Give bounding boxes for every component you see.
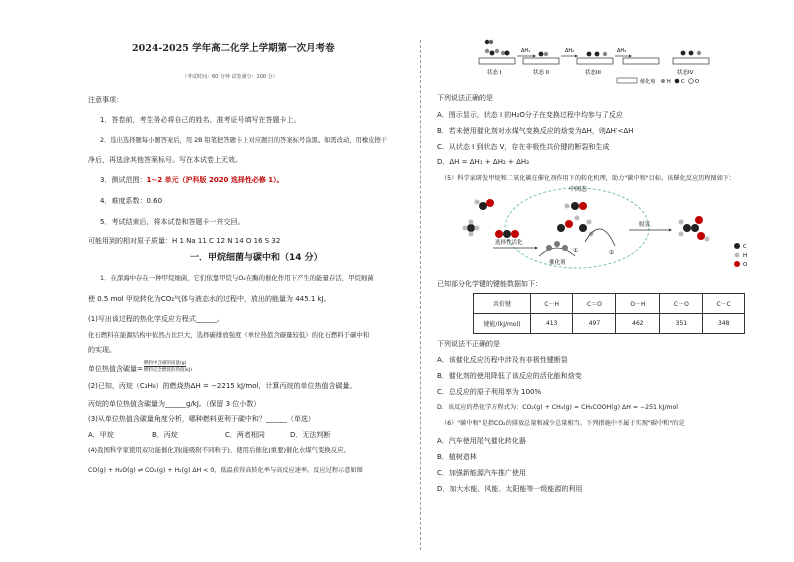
- opt3-a: A．汽车使用尾气催化转化器: [437, 437, 526, 445]
- q1-part3: (3)从单位热值含碳量角度分析，哪种燃料更利于碳中和？______（单选）: [88, 415, 315, 423]
- table-header-cell: C－C: [703, 294, 745, 314]
- note-1: 1．答卷前，考生务必将自己的姓名、准考证号填写在答题卡上。: [100, 116, 301, 124]
- left-column: [90, 0, 415, 562]
- catalyst-bar: [673, 58, 709, 64]
- catalyst-bar: [577, 58, 613, 64]
- legend-catalyst: 催化剂: [640, 79, 656, 85]
- state-2-label: 状态 II: [533, 70, 549, 76]
- bond-energy-table: [473, 293, 745, 334]
- legend-o-atom-dot: [734, 261, 740, 267]
- mechanism-diagram: [437, 184, 782, 276]
- state-diagram: [477, 36, 747, 96]
- option-a: A．甲烷: [88, 431, 114, 439]
- state-4-molecules: [681, 51, 702, 56]
- option-d: D．无法判断: [290, 431, 331, 439]
- diag-legend-h: H: [743, 253, 748, 259]
- q1-line2: 使 0.5 mol 甲烷转化为CO₂气体与液态水的过程中，放出的能量为 445.1 kJ。: [88, 295, 331, 303]
- selective-activation-label: 选择性活化: [495, 240, 523, 246]
- option-b: B．丙烷: [152, 431, 178, 439]
- q1-part1: (1)写出该过程的热化学反应方程式______。: [88, 315, 224, 323]
- dehydrogenation-label: 脱氢: [639, 222, 651, 228]
- state-2-molecules: [539, 52, 549, 57]
- note-3: 3．测试范围：1~2 单元（沪科版 2020 选择性必修 1）。: [100, 176, 284, 184]
- reactant-molecules: [463, 199, 520, 238]
- legend-h-atom-dot: [735, 253, 740, 258]
- catalyst-surface: [539, 202, 594, 256]
- option-c: C．两者相同: [225, 431, 265, 439]
- q1-line1: 1．在深海中存在一种甲烷细菌，它们依靠甲烷与O₂在酶的催化作用下产生的能量存活，甲烷细菌: [100, 274, 374, 282]
- table-cell: 413: [531, 314, 573, 334]
- table-header-cell: O－H: [616, 294, 660, 314]
- table-cell: 497: [573, 314, 616, 334]
- table-header-cell: C＝O: [573, 294, 616, 314]
- dh-3: ΔH₃: [617, 48, 627, 54]
- catalyst-bar: [623, 58, 659, 64]
- right-column: [437, 0, 782, 562]
- q-intro: 下列说法正确的是: [437, 94, 493, 102]
- step-2-label: ②: [609, 250, 614, 256]
- table-row: [474, 294, 745, 314]
- q1-part2b: 丙烷的单位热值含碳量为______g/kJ。（保留 3 位小数）: [88, 400, 261, 408]
- q5-text: （5）科学家研发甲烷和二氧化碳在催化剂作用下的转化机理，助力"碳中和"目标。该催化反应历程图如下：: [441, 175, 736, 182]
- legend-c: C: [681, 79, 685, 85]
- q1-part2: (2)已知，丙烷（C₃H₈）的燃烧热ΔH = −2215 kJ/mol，计算丙烷的单位热值含碳量。: [88, 382, 357, 390]
- exam-title: 2024-2025 学年高二化学上学期第一次月考卷: [132, 43, 335, 54]
- catalyst-bar: [523, 58, 559, 64]
- legend-c-dot: [675, 79, 680, 84]
- table-cell: 348: [703, 314, 745, 334]
- state-1-molecules: [485, 40, 510, 56]
- exam-info: （考试时间：60 分钟 试卷满分：100 分）: [182, 74, 278, 80]
- bond-intro: 已知部分化学键的键能数据如下：: [437, 280, 542, 288]
- state-1-label: 状态 I: [487, 70, 502, 76]
- product-molecule: [679, 216, 710, 242]
- q1-text1: 化石燃料在能源结构中依然占比巨大，选择碳排放强度（单位热值含碳量较低）的化石燃料于碳中和: [88, 331, 370, 339]
- q-wrong: 下列说法不正确的是: [437, 340, 500, 348]
- opt2-c: C．总反应的原子利用率为 100%: [437, 388, 542, 396]
- intermediate-label: 中间态: [569, 186, 588, 193]
- opt1-d: D．ΔH = ΔH₁ + ΔH₂ + ΔH₃: [437, 158, 529, 166]
- formula-denominator: 燃料完全燃烧的热值(kJ): [144, 368, 192, 373]
- legend-catalyst-swatch: [617, 78, 637, 83]
- opt3-b: B．植树造林: [437, 453, 477, 461]
- opt2-a: A．该催化反应历程中涉及有非极性键断裂: [437, 356, 568, 364]
- intermediate-ring: [505, 188, 649, 268]
- table-header-cell: C－H: [531, 294, 573, 314]
- notes-heading: 注意事项：: [88, 96, 123, 104]
- opt2-d: D．该反应的热化学方程式为：CO₂(g) + CH₄(g) = CH₃COOH(g) ΔH = −251 kJ/mol: [437, 404, 678, 411]
- catalyst-label: 催化剂: [549, 260, 566, 266]
- diag-legend-c: C: [743, 244, 747, 250]
- column-divider: [420, 40, 421, 550]
- dh-1: ΔH₁: [521, 48, 531, 54]
- q1-equation: CO(g) + H₂O(g) ⇌ CO₂(g) + H₂(g) ΔH < 0，低温获得高转化率与高反应速率。反应过程示意如图: [88, 467, 363, 474]
- opt1-a: A．图示显示，状态 I 的H₂O分子在变换过程中均参与了反应: [437, 111, 623, 119]
- opt3-d: D．加大水能、风能、太阳能等一级能源的利用: [437, 485, 583, 493]
- table-header-cell: C－O: [660, 294, 703, 314]
- table-cell: 351: [660, 314, 703, 334]
- legend-h: H: [667, 79, 671, 85]
- q1-part4: (4)我国科学家使用双功能催化剂(能吸附不同粒子)，使用后催化(重要)催化水煤气变换反应。: [88, 446, 350, 454]
- opt3-c: C．加强新能源汽车推广使用: [437, 469, 526, 477]
- diag-legend-o: O: [743, 262, 748, 268]
- note-5: 5．考试结束后，将本试卷和答题卡一并交回。: [100, 218, 245, 226]
- note-2: 2．选出选择题每小题答案后，用 2B 铅笔把答题卡上对应题目的答案标号涂黑。如需改动，用橡皮擦干: [100, 137, 388, 144]
- dh-2: ΔH₂: [565, 48, 575, 54]
- legend-c-atom-dot: [734, 243, 740, 249]
- table-header-cell: 共价键: [474, 294, 531, 314]
- legend-h-dot: [661, 79, 665, 83]
- note-2-cont: 净后，再选涂其他答案标号。写在本试卷上无效。: [88, 156, 242, 164]
- note-4: 4．难度系数：0.60: [100, 197, 163, 205]
- opt1-c: C．从状态 I 到状态 V，存在非极性共价键的断裂和生成: [437, 143, 610, 151]
- q1-text2: 的实现。: [88, 346, 116, 354]
- q6-text: （6）"碳中和"是指CO₂的排放总量和减少总量相当。下列措施中不属于实现"碳中和"的是: [441, 420, 685, 427]
- scope-red: 1~2 单元（沪科版 2020 选择性必修 1）。: [146, 176, 284, 184]
- state-3-molecules: [587, 52, 608, 57]
- formula-label: 单位热值含碳量=: [88, 365, 143, 373]
- section-1-title: 一．甲烷细菌与碳中和（14 分）: [190, 253, 323, 263]
- opt1-b: B．若未使用催化剂对水煤气变换反应的焓变为ΔH，则ΔH′<ΔH: [437, 127, 634, 135]
- state-3-label: 状态III: [585, 70, 601, 76]
- energy-curve: [585, 229, 615, 246]
- step-1-label: ①: [573, 248, 578, 254]
- legend-o: O: [695, 79, 699, 85]
- legend-o-dot: [689, 79, 694, 84]
- table-cell: 键能/(kJ/mol): [474, 314, 531, 334]
- table-cell: 462: [616, 314, 660, 334]
- formula-numerator: 燃料中含碳的质量(g): [144, 361, 187, 366]
- opt2-b: B．催化剂的使用降低了该反应的活化能和焓变: [437, 372, 582, 380]
- state-4-label: 状态IV: [677, 70, 694, 76]
- table-row: [474, 314, 745, 334]
- atomic-mass: 可能用到的相对原子质量：H 1 Na 11 C 12 N 14 O 16 S 32: [88, 237, 281, 245]
- catalyst-bar: [479, 58, 515, 64]
